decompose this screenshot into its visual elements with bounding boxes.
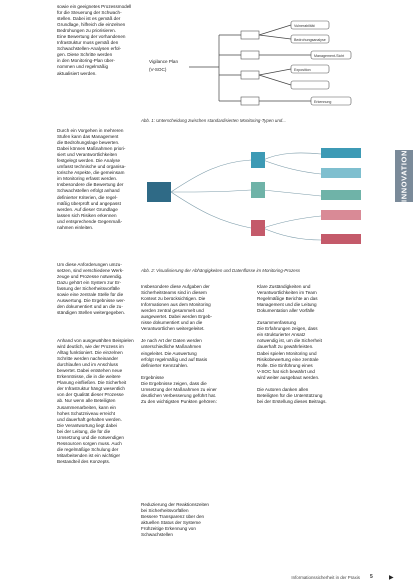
- text-line: ständigen Stellen weitergegeben.: [57, 310, 125, 316]
- text-line: werden. Auf dieser Grundlage: [57, 206, 118, 212]
- fig1-box-3: Management-Sicht: [314, 54, 345, 58]
- text-line: nommen und regelmäßig: [57, 64, 109, 70]
- fig1-box-1: Vulnerabilität: [294, 24, 315, 28]
- text-line: werden zentral gesammelt und: [141, 308, 204, 314]
- text-line: Erkenntnisse, die in die weitere: [57, 374, 121, 380]
- text-line: im Monitoring erfasst werden.: [57, 176, 118, 182]
- text-line: den dokumentiert und an die zu-: [57, 304, 123, 310]
- fig1-box-4: Exposition: [294, 68, 311, 72]
- text-line: aktuellen Status der Systeme: [141, 520, 201, 526]
- section-tab-label: INNOVATION: [399, 150, 409, 202]
- text-line: umfasst technische und organisa-: [57, 164, 126, 170]
- text-line: Eine Bewertung der vorhandenen: [57, 34, 126, 40]
- text-line: V-SOC hat sich bewährt und: [257, 368, 315, 374]
- text-line: Planung einfließen. Die Sicherheit: [57, 380, 127, 386]
- text-line: Bedrohungen zu priorisieren.: [57, 28, 116, 34]
- figure-2-diagram: [141, 132, 381, 266]
- text-line: erfolgt regelmäßig und auf Basis: [141, 356, 208, 362]
- text-line: Dabei können Maßnahmen priori-: [57, 146, 126, 152]
- text-line: der Infrastruktur hängt wesentlich: [57, 386, 125, 392]
- middle-column: [141, 284, 251, 405]
- page-number: 5: [370, 574, 373, 580]
- text-line: Je nach Art der Daten werden: [141, 338, 202, 344]
- text-line: sowie eine zentrale Stelle für die: [57, 292, 124, 298]
- text-line: definierter Kriterien, die regel-: [57, 194, 118, 200]
- text-line: Umsetzung der Maßnahmen zu einer: [141, 386, 217, 392]
- text-line: Durch ein Vorgehen in mehreren: [57, 128, 124, 133]
- right-column: [257, 284, 367, 405]
- text-line: fassung der Sicherheitsvorfälle: [57, 286, 120, 292]
- text-line: hohes Schutzniveau erreicht: [57, 410, 115, 416]
- fig1-root-label: Vigilance Plan: [149, 59, 179, 64]
- left-column-mid: [57, 128, 137, 231]
- text-line: und entsprechende Gegenmaß-: [57, 218, 123, 224]
- text-line: bei der Erstellung dieses Beitrags.: [257, 398, 327, 404]
- fig2-node-source: [147, 182, 171, 202]
- text-line: sowie ein geeignetes Prozessmodell: [57, 4, 132, 9]
- text-line: für die Steuerung der Schwach-: [57, 10, 122, 16]
- text-line: dauerhaft zu gewährleisten.: [257, 344, 314, 350]
- text-line: unterschiedliche Maßnahmen: [141, 344, 202, 350]
- figure-1-diagram: [141, 5, 381, 115]
- left-column-top: [57, 4, 137, 77]
- text-line: festgelegt werden. Die Analyse: [57, 158, 121, 164]
- text-line: nisse dokumentiert und an die: [141, 320, 203, 326]
- text-line: Beteiligten für die Unterstützung: [257, 392, 323, 398]
- text-line: Informationen aus dem Monitoring: [141, 302, 211, 308]
- figure-1-caption: Abb. 1: Unterscheidung zwischen standardisierten Monitoring-Typen und...: [141, 118, 286, 123]
- text-line: lassen sich Risiken erkennen: [57, 212, 117, 218]
- fig1-root-sub: (V-SOC): [149, 67, 167, 72]
- text-line: Management und die Leitung: [257, 302, 317, 308]
- text-line: Schwachstellen: [141, 532, 173, 538]
- text-line: bei der Leitung, die für die: [57, 428, 111, 434]
- text-line: und dauerhaft gehalten werden.: [57, 416, 122, 422]
- text-line: in den Monitoring-Plan über-: [57, 58, 115, 64]
- fig1-box-2: Bedrohungsanalyse: [294, 38, 326, 42]
- text-line: Verantwortlichkeiten im Team: [257, 290, 317, 296]
- text-line: ab. Nur wenn alle Beteiligten: [57, 398, 116, 404]
- footer-text: Informationssicherheit in der Praxis: [291, 575, 360, 580]
- text-line: Insbesondere die Bewertung der: [57, 182, 124, 188]
- middle-bullets: [141, 502, 251, 538]
- text-line: Regelmäßige Berichte an das: [257, 296, 318, 302]
- text-line: deutlichen Verbesserung geführt hat.: [141, 392, 217, 398]
- text-line: nahmen einleiten.: [57, 224, 94, 230]
- fig1-box-5: Erkennung: [314, 100, 332, 104]
- text-line: Bessere Transparenz über den: [141, 514, 205, 520]
- text-line: setzen, sind verschiedene Werk-: [57, 268, 124, 274]
- text-line: notwendig ist, um die Sicherheit: [257, 338, 322, 344]
- text-line: Die Ergebnisse zeigen, dass die: [141, 380, 207, 386]
- text-line: Auswertung. Die Ergebnisse wer-: [57, 298, 126, 304]
- text-line: gen. Diese Schritte werden: [57, 52, 113, 58]
- text-line: Reduzierung der Reaktionszeiten: [141, 502, 209, 507]
- left-column-low: [57, 262, 137, 316]
- text-line: Sicherheitsteams sind in diesem: [141, 290, 207, 296]
- text-line: Zu den wichtigsten Punkten gehören:: [141, 398, 217, 404]
- text-line: ausgewertet. Dabei werden Ergeb-: [141, 314, 212, 320]
- text-line: Klare Zuständigkeiten und: [257, 284, 311, 289]
- text-line: Umsetzung und die notwendigen: [57, 434, 124, 440]
- section-tab: [395, 150, 413, 202]
- text-line: Dokumentation aller Vorfälle: [257, 308, 315, 314]
- text-line: Alltag funktioniert. Die einzelnen: [57, 350, 123, 356]
- text-line: Frühzeitige Erkennung von: [141, 526, 196, 532]
- text-line: die regelmäßige Schulung der: [57, 446, 119, 452]
- next-page-arrow-icon: ▶: [389, 575, 394, 581]
- text-line: von der Qualität dieser Prozesse: [57, 392, 124, 398]
- figure-2-caption: Abb. 2: Visualisierung der Abhängigkeiten und Datenflüsse im Monitoring-Prozess: [141, 268, 301, 273]
- text-line: zeuge und Prozesse notwendig.: [57, 274, 123, 280]
- text-line: Risikobewertung eine zentrale: [257, 356, 319, 362]
- text-line: Stufen kann das Management: [57, 134, 119, 140]
- text-line: Um diese Anforderungen umzu-: [57, 262, 122, 267]
- text-line: Schwachstellen erfolgt anhand: [57, 188, 120, 194]
- text-line: definierter Kennzahlen.: [141, 362, 189, 368]
- text-line: Zusammenfassung: [257, 320, 297, 326]
- text-line: siert und Verantwortlichkeiten: [57, 152, 118, 158]
- text-line: zusammenarbeiten, kann ein: [57, 404, 116, 410]
- text-line: eingeleitet. Die Auswertung: [141, 350, 197, 356]
- text-line: durchlaufen und im Anschluss: [57, 362, 119, 368]
- text-line: die Bedrohungslage bewerten.: [57, 140, 120, 146]
- text-line: Ressourcen sorgen muss. Auch: [57, 440, 122, 446]
- text-line: bei Sicherheitsvorfällen: [141, 508, 189, 514]
- text-line: Schritte werden nacheinander: [57, 356, 119, 362]
- text-line: Infrastruktur muss gemäß den: [57, 40, 119, 46]
- text-line: Schwachstellen-Analysen erfol-: [57, 46, 122, 52]
- text-line: wird deutlich, wie der Prozess im: [57, 344, 124, 350]
- left-column-bottom: [57, 338, 137, 465]
- text-line: Dazu gehört ein System zur Er-: [57, 280, 122, 286]
- text-line: Anhand von ausgewählten Beispielen: [57, 338, 134, 343]
- text-line: Die Erfahrungen zeigen, dass: [257, 326, 318, 332]
- text-line: Verantwortlichen weitergeleitet.: [141, 326, 205, 332]
- text-line: Rolle. Die Einführung eines: [257, 362, 313, 368]
- text-line: Kontext zu berücksichtigen. Die: [141, 296, 206, 302]
- text-line: mäßig überprüft und angepasst: [57, 200, 121, 206]
- text-line: ein strukturierter Ansatz: [257, 332, 306, 338]
- text-line: Dabei spielen Monitoring und: [257, 350, 317, 356]
- text-line: Ergebnisse: [141, 374, 164, 380]
- text-line: bewertet. Dabei entstehen neue: [57, 368, 123, 374]
- text-line: torische Aspekte, die gemeinsam: [57, 170, 125, 176]
- text-line: Die Verantwortung liegt dabei: [57, 422, 118, 428]
- text-line: Mitarbeitenden ist ein wichtiger: [57, 452, 121, 458]
- text-line: wird weiter ausgebaut werden.: [257, 374, 320, 380]
- text-line: Grundlage, hilfreich die einzelnen: [57, 22, 126, 28]
- text-line: aktualisiert werden.: [57, 70, 97, 76]
- text-line: stellen. Dabei ist es gemäß der: [57, 16, 121, 22]
- text-line: Die Autoren danken allen: [257, 386, 309, 392]
- text-line: Insbesondere diese Aufgaben der: [141, 284, 210, 289]
- text-line: Bestandteil des Konzepts.: [57, 458, 111, 464]
